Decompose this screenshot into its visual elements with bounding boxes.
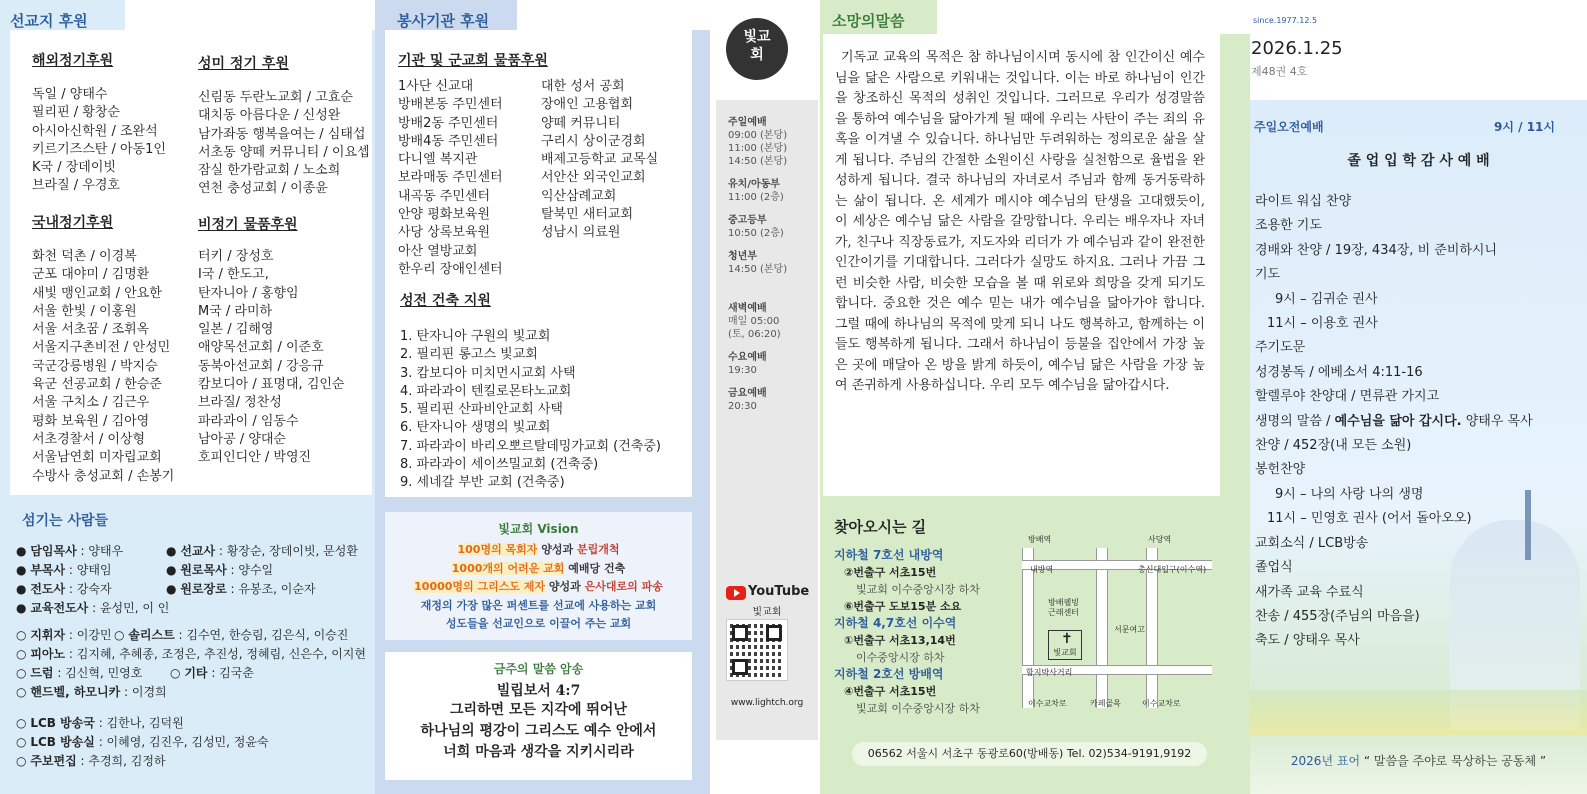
youtube-label: YouTube xyxy=(748,584,810,599)
map-road-2 xyxy=(1096,548,1108,708)
goods-col1 xyxy=(398,78,503,279)
directions-list xyxy=(834,547,1024,717)
schedule-item: 중고등부 10:50 (2층) xyxy=(728,215,784,239)
domestic-item: 서울지구촌비전 / 안성민 xyxy=(32,340,171,356)
domestic-title: 국내정기후원 xyxy=(32,215,114,231)
irregular-item: 파라과이 / 임동수 xyxy=(198,413,299,429)
domestic-item: 군포 대야미 / 김명환 xyxy=(32,267,150,283)
youtube-sub: 빛교회 xyxy=(752,607,782,618)
goods-item: 장애인 고용협회 xyxy=(541,97,634,113)
circle-icon: ○ xyxy=(16,647,27,661)
direction-line: ①번출구 서초13,14번 xyxy=(844,634,956,647)
irregular-item: I국 / 한도고, xyxy=(198,267,269,283)
goods-item: 익산삼례교회 xyxy=(541,188,617,204)
irregular-item: 터키 / 장성호 xyxy=(198,249,274,264)
schedule-item: 새벽예배 매일 05:00 (토, 06:20) xyxy=(728,303,781,340)
irregular-item: 애양목선교회 / 이준호 xyxy=(198,340,324,356)
sungmi-item: 남가좌동 행복을여는 / 심태섭 xyxy=(198,126,366,142)
bullet-icon: ● xyxy=(166,563,177,577)
goods-item: 구리시 상이군경회 xyxy=(541,133,646,149)
sungmi-item: 신림동 두란노교회 / 고효순 xyxy=(198,90,353,105)
goods-item: 대한 성서 공회 xyxy=(541,79,625,94)
circle-icon: ○ xyxy=(170,666,181,680)
motto xyxy=(1250,752,1587,769)
service-time: 9시 / 11시 xyxy=(1494,120,1555,134)
map-seomun: 서문여고 xyxy=(1114,625,1145,634)
goods-item: 안양 평화보육원 xyxy=(398,207,491,223)
order-item: 봉헌찬양 xyxy=(1255,462,1306,478)
qr-code[interactable] xyxy=(727,620,787,680)
tab-edge xyxy=(105,0,125,30)
direction-line: 이수중앙시장 하차 xyxy=(856,651,945,664)
map-e1: 이수교차로 xyxy=(1028,699,1067,708)
goods-item: 탈북민 새터교회 xyxy=(541,207,634,223)
order-item: 교회소식 / LCB방송 xyxy=(1255,535,1369,551)
domestic-item: 서울 서초꿈 / 조휘옥 xyxy=(32,322,150,338)
tab-edge-4 xyxy=(917,0,937,34)
vision-line: 재정의 가장 많은 퍼센트를 선교에 사용하는 교회 xyxy=(420,598,657,612)
youtube-logo[interactable] xyxy=(726,584,816,602)
map-apt: 방배웰빙 근래센터 xyxy=(1048,598,1079,617)
direction-line: 빛교회 이수중앙시장 하차 xyxy=(856,583,980,596)
memory-line: 너희 마음과 생각을 지키시리라 xyxy=(443,744,634,760)
schedule-item: 청년부 14:50 (본당) xyxy=(728,251,788,275)
goods-item: 1사단 신교대 xyxy=(398,79,474,94)
domestic-item: 새빛 맹인교회 / 안요한 xyxy=(32,285,162,301)
building-item: 2. 필리핀 롱고스 빛교회 xyxy=(400,347,538,363)
irregular-item: 동북아선교회 / 강응규 xyxy=(198,358,324,374)
schedule-list xyxy=(728,116,818,423)
issue-volume: 제48권 4호 xyxy=(1251,65,1308,78)
order-item: 성경봉독 / 에베소서 4:11-16 xyxy=(1255,364,1423,380)
domestic-list xyxy=(32,248,174,486)
memory-lines xyxy=(385,700,692,763)
bullet-icon: ● xyxy=(16,563,27,577)
order-panel xyxy=(1250,0,1587,794)
overseas-item: K국 / 장데이빗 xyxy=(32,160,116,176)
goods-item: 아산 열방교회 xyxy=(398,243,478,259)
bullet-icon: ● xyxy=(16,582,27,596)
directions-title: 찾아오시는 길 xyxy=(834,518,927,536)
overseas-item: 브라질 / 우경호 xyxy=(32,178,120,194)
order-list xyxy=(1255,190,1585,654)
building-item: 3. 캄보디아 미치먼시교회 사택 xyxy=(400,365,576,381)
vision-lines xyxy=(385,541,692,634)
flower-field xyxy=(1250,690,1587,735)
domestic-item: 서초경찰서 / 이상형 xyxy=(32,431,146,447)
overseas-item: 아시아신학원 / 조완석 xyxy=(32,123,158,139)
irregular-item: 일본 / 김해영 xyxy=(198,322,274,338)
order-item: 할렐루야 찬양대 / 면류관 가지고 xyxy=(1255,389,1440,405)
tab-gap-4 xyxy=(937,0,1250,34)
bullet-icon: ● xyxy=(166,582,177,596)
domestic-item: 서울남연회 미자립교회 xyxy=(32,450,162,466)
order-item: 9시 – 나의 사랑 나의 생명 xyxy=(1275,486,1424,502)
motto-text: “ 말씀을 주야로 묵상하는 공동체 ” xyxy=(1363,754,1547,768)
vision-line: 100명의 목회자 양성과 분립개척 xyxy=(457,543,620,556)
staff-main-item: ● 원로목사 : 양수일 xyxy=(166,563,274,577)
cross-icon: ✝ xyxy=(1061,631,1073,647)
map-naebang: 내방역 xyxy=(1030,565,1054,574)
overseas-title: 해외정기후원 xyxy=(32,53,114,69)
service-title: 졸 업 입 학 감 사 예 배 xyxy=(1347,153,1490,169)
order-item: 찬양 / 452장(내 모든 소원) xyxy=(1255,438,1412,454)
order-item: 11시 – 이용호 권사 xyxy=(1267,316,1378,332)
staff-main-item: ● 전도사 : 강숙자 xyxy=(16,582,112,596)
staff-sub-item: ○ 드럼 : 김신혁, 민영호 xyxy=(16,666,143,680)
sungmi-title: 성미 정기 후원 xyxy=(198,56,289,72)
direction-line: ②번출구 서초15번 xyxy=(844,566,937,579)
order-item: 9시 – 김귀순 권사 xyxy=(1275,291,1378,307)
circle-icon: ○ xyxy=(114,628,125,642)
sungmi-item: 서초동 양떼 커뮤니티 / 이요셉 xyxy=(198,144,370,160)
domestic-item: 서울 한빛 / 이홍원 xyxy=(32,303,137,319)
goods-item: 성남시 의료원 xyxy=(541,225,621,241)
goods-item: 한우리 장애인센터 xyxy=(398,261,503,277)
building-item: 7. 파라과이 바리오뽀르탈데밍가교회 (건축중) xyxy=(400,438,661,454)
memory-line: 하나님의 평강이 그리스도 예수 안에서 xyxy=(420,723,657,739)
irregular-list xyxy=(198,248,345,468)
overseas-item: 필리핀 / 황창순 xyxy=(32,105,120,121)
staff-main-item: ● 담임목사 : 양태우 xyxy=(16,544,124,558)
order-item: 주기도문 xyxy=(1255,340,1306,356)
goods-item: 방배본동 주민센터 xyxy=(398,97,503,113)
direction-line: ⑥번출구 도보15분 소요 xyxy=(844,600,962,613)
service-name: 주일오전예배 xyxy=(1254,120,1324,134)
direction-line: 지하철 2호선 방배역 xyxy=(834,667,944,681)
goods-title: 기관 및 군교회 물품후원 xyxy=(398,53,548,69)
irregular-item: 탄자니아 / 홍향임 xyxy=(198,285,299,301)
memory-ref: 빌립보서 4:7 xyxy=(496,683,581,699)
bullet-icon: ● xyxy=(166,544,177,558)
building-item: 5. 필리핀 산파비안교회 사택 xyxy=(400,402,563,418)
order-item: 조용한 기도 xyxy=(1255,218,1322,234)
goods-item: 내곡동 주민센터 xyxy=(398,188,491,204)
church-logo xyxy=(726,18,788,80)
order-item: 졸업식 xyxy=(1255,560,1293,576)
goods-item: 배제고등학교 교목실 xyxy=(541,152,659,168)
building-item: 9. 세네갈 부반 교회 (건축중) xyxy=(400,475,565,491)
order-item: 기도 xyxy=(1255,267,1281,283)
order-item: 찬송 / 455장(주님의 마음을) xyxy=(1255,608,1420,624)
facility-support-panel xyxy=(375,0,710,794)
facility-support-title: 봉사기관 후원 xyxy=(397,12,490,30)
goods-item: 사당 상록보육원 xyxy=(398,225,491,241)
hope-word-panel xyxy=(820,0,1250,794)
address: 06562 서울시 서초구 동광로60(방배동) Tel. 02)534-9191,9192 xyxy=(852,742,1207,766)
staff-sub-item: ○ LCB 방송국 : 김한나, 김덕원 xyxy=(16,716,184,730)
website-link[interactable]: www.lightch.org xyxy=(730,698,804,708)
map xyxy=(1006,530,1238,710)
since: since.1977.12.5 xyxy=(1253,16,1318,25)
building-item: 1. 탄자니아 구원의 빛교회 xyxy=(400,329,551,344)
map-chongsin: 총신대입구(이수역) xyxy=(1138,565,1207,574)
circle-icon: ○ xyxy=(16,628,27,642)
schedule-item: 금요예배 20:30 xyxy=(728,388,767,412)
irregular-item: 브라질/ 정찬성 xyxy=(198,395,282,411)
domestic-item: 육군 선공교회 / 한승준 xyxy=(32,377,162,393)
vision-line: 성도들을 선교인으로 이끌어 주는 교회 xyxy=(445,617,632,630)
staff-main-item: ● 선교사 : 황장순, 장데이빗, 문성환 xyxy=(166,544,358,558)
staff-sub-item: ○ 지휘자 : 이강민 xyxy=(16,628,112,642)
staff-sub-item: ○ 주보편집 : 추경희, 김정하 xyxy=(16,754,166,768)
map-e2: 이수교차로 xyxy=(1142,699,1181,708)
goods-item: 서안산 외국인교회 xyxy=(541,170,646,186)
vision-title: 빛교회 Vision xyxy=(498,522,579,536)
domestic-item: 서울 구치소 / 김근우 xyxy=(32,395,150,411)
building-list xyxy=(400,328,661,493)
staff-title: 섬기는 사람들 xyxy=(22,513,109,529)
building-title: 성전 건축 지원 xyxy=(400,293,491,309)
vision-line: 1000개의 어려운 교회 예배당 건축 xyxy=(451,561,626,575)
tab-gap-2 xyxy=(517,0,710,30)
overseas-item: 키르기즈스탄 / 아동1인 xyxy=(32,141,166,157)
order-item: 11시 – 민영호 권사 (어서 돌아오오) xyxy=(1267,511,1472,527)
building-item: 8. 파라과이 세이쓰밀교회 (건축중) xyxy=(400,457,599,473)
sungmi-item: 잠실 한가람교회 / 노소희 xyxy=(198,163,341,179)
direction-line: 지하철 7호선 내방역 xyxy=(834,548,944,562)
staff-main-item: ● 부목사 : 양태임 xyxy=(16,563,112,577)
mission-support-title: 선교지 후원 xyxy=(10,12,88,30)
goods-item: 다니엘 복지관 xyxy=(398,152,478,168)
youtube-icon xyxy=(726,586,746,600)
schedule-item: 유치/아동부 11:00 (2층) xyxy=(728,179,784,203)
hope-word-title: 소망의말씀 xyxy=(832,12,905,30)
sermon-item: 생명의 말씀 / 예수님을 닮아 갑시다. 양태우 목사 xyxy=(1255,413,1533,429)
domestic-item: 화천 덕촌 / 이경복 xyxy=(32,249,137,264)
irregular-item: 남아공 / 양대순 xyxy=(198,431,286,447)
map-church xyxy=(1048,630,1082,660)
circle-icon: ○ xyxy=(16,685,27,699)
irregular-item: 캄보디아 / 표명대, 김인순 xyxy=(198,377,345,393)
map-sadang: 사당역 xyxy=(1148,535,1172,544)
sungmi-list xyxy=(198,89,370,199)
goods-col2 xyxy=(541,78,658,243)
tab-gap xyxy=(125,0,375,30)
bullet-icon: ● xyxy=(16,601,27,615)
bullet-icon: ● xyxy=(16,544,27,558)
schedule-item: 수요예배 19:30 xyxy=(728,352,767,376)
irregular-item: M국 / 라미하 xyxy=(198,303,273,319)
staff-sub-item: ○ 솔리스트 : 김수연, 한승림, 김은식, 이승진 xyxy=(114,628,349,642)
staff-sub-item: ○ 피아노 : 김지혜, 추혜종, 조정은, 추진성, 정혜림, 신은수, 이지현 xyxy=(16,647,366,661)
staff-sub-item: ○ LCB 방송실 : 이혜영, 김진우, 김성민, 정윤숙 xyxy=(16,735,269,749)
direction-line: ④번출구 서초15번 xyxy=(844,685,937,698)
overseas-item: 독일 / 양태수 xyxy=(32,87,108,102)
map-church-label: 빛교회 xyxy=(1053,648,1077,657)
staff-sub-item: ○ 핸드벨, 하모니카 : 이경희 xyxy=(16,685,167,699)
issue-date: 2026.1.25 xyxy=(1251,38,1343,59)
domestic-item: 수방사 충성교회 / 손봉기 xyxy=(32,468,175,484)
order-item: 새가족 교육 수료식 xyxy=(1255,584,1364,600)
staff-main-item: ● 교육전도사 : 윤성민, 이 인 xyxy=(16,601,170,615)
order-item: 경배와 찬양 / 19장, 434장, 비 준비하시니 xyxy=(1255,242,1498,258)
staff-sub-item: ○ 기타 : 김국춘 xyxy=(170,666,254,680)
sungmi-item: 대치동 아름다운 / 신성완 xyxy=(198,108,341,124)
circle-icon: ○ xyxy=(16,754,27,768)
overseas-list xyxy=(32,86,166,196)
building-item: 6. 탄자니아 생명의 빛교회 xyxy=(400,420,551,436)
order-item: 라이트 워십 찬양 xyxy=(1255,194,1352,209)
map-ebang: 함지박사거리 xyxy=(1026,668,1073,677)
direction-line: 지하철 4,7호선 이수역 xyxy=(834,616,957,630)
motto-year: 2026년 표어 xyxy=(1290,754,1361,768)
domestic-item: 평화 보육원 / 김아영 xyxy=(32,413,150,429)
staff-main-item: ● 원로장로 : 유봉조, 이순자 xyxy=(166,582,316,596)
sungmi-item: 연천 충성교회 / 이종윤 xyxy=(198,181,328,197)
hope-word-body: 기독교 교육의 목적은 참 하나님이시며 동시에 참 인간이신 예수님을 닮은 사람으로 키워내는 것입니다. 이는 바로 하나님이 인간을 창조하신 목적의 성취인 것입니다. 그러므로 우리가 성경말씀을 통하여 예수님을 닮아가게 될 때에 우리는 사탄이 주는 죄의 유혹을 이겨낼 수 있습니다. 하나님만 두려워하는 정의로운 삶을 살게 됩니다. 주님의 간절한 소원이신 사랑을 실천함으로 율법을 완성하게 됩니다. 결국 하나님의 자녀로서 주님과 함께 동거동락하는 삶이 됩니다. 온 세계가 메시야 예수님의 탄생을 고대했듯이, 이 세상은 예수님 닮은 사람을 갈망합니다. 우리는 배우자나 자녀가, 친구나 직장동료가, 지도자와 리더가 가 예수님과 같이 완전한 인간이기를 기대합니다. 그러다가 실망도 하지요. 그러나 가끔 그런 비슷한 사람, 비슷한 모습을 볼 때 위로와 희망을 갖게 되기도 합니다. 중요한 것은 예수 믿는 내가 예수님을 닮아가야 합니다. 그럴 때에 하나님의 목적에 맞게 되니 나도 행복하고, 함께하는 이들도 행복하게 됩니다. 그래서 하나님이 등불을 집안에서 가장 높은 곳에 매달아 온 방을 밝게 하듯이, 예수님 닮은 사람을 가장 높여 존귀하게 사용하십니다. 우리 모두 예수님을 닮아갑시다. xyxy=(835,50,1205,393)
goods-item: 보라매동 주민센터 xyxy=(398,170,503,186)
map-bangbae: 방배역 xyxy=(1028,535,1052,544)
vision-line: 10000명의 그리스도 제자 양성과 은사대로의 파송 xyxy=(414,580,663,593)
direction-line: 빛교회 이수중앙시장 하차 xyxy=(856,702,980,715)
irregular-title: 비정기 물품후원 xyxy=(198,217,298,233)
building-item: 4. 파라과이 텐킬로몬타노교회 xyxy=(400,383,572,399)
circle-icon: ○ xyxy=(16,735,27,749)
goods-item: 양떼 커뮤니티 xyxy=(541,115,621,131)
irregular-item: 호피인디안 / 박영진 xyxy=(198,450,312,466)
church-logo-text: 빛교회 xyxy=(743,29,771,63)
memory-line: 그리하면 모든 지각에 뛰어난 xyxy=(450,702,627,718)
mission-support-panel xyxy=(0,0,375,794)
map-cafe: 카페골목 xyxy=(1090,699,1121,708)
circle-icon: ○ xyxy=(16,666,27,680)
tab-edge-2 xyxy=(497,0,517,30)
schedule-item: 주일예배 09:00 (본당) 11:00 (본당) 14:50 (본당) xyxy=(728,117,788,167)
order-item: 축도 / 양태우 목사 xyxy=(1255,633,1360,649)
goods-item: 방배2동 주민센터 xyxy=(398,115,499,131)
domestic-item: 국군강릉병원 / 박지승 xyxy=(32,358,158,374)
circle-icon: ○ xyxy=(16,716,27,730)
memory-title: 금주의 말씀 암송 xyxy=(493,662,584,676)
goods-item: 방배4동 주민센터 xyxy=(398,133,499,149)
